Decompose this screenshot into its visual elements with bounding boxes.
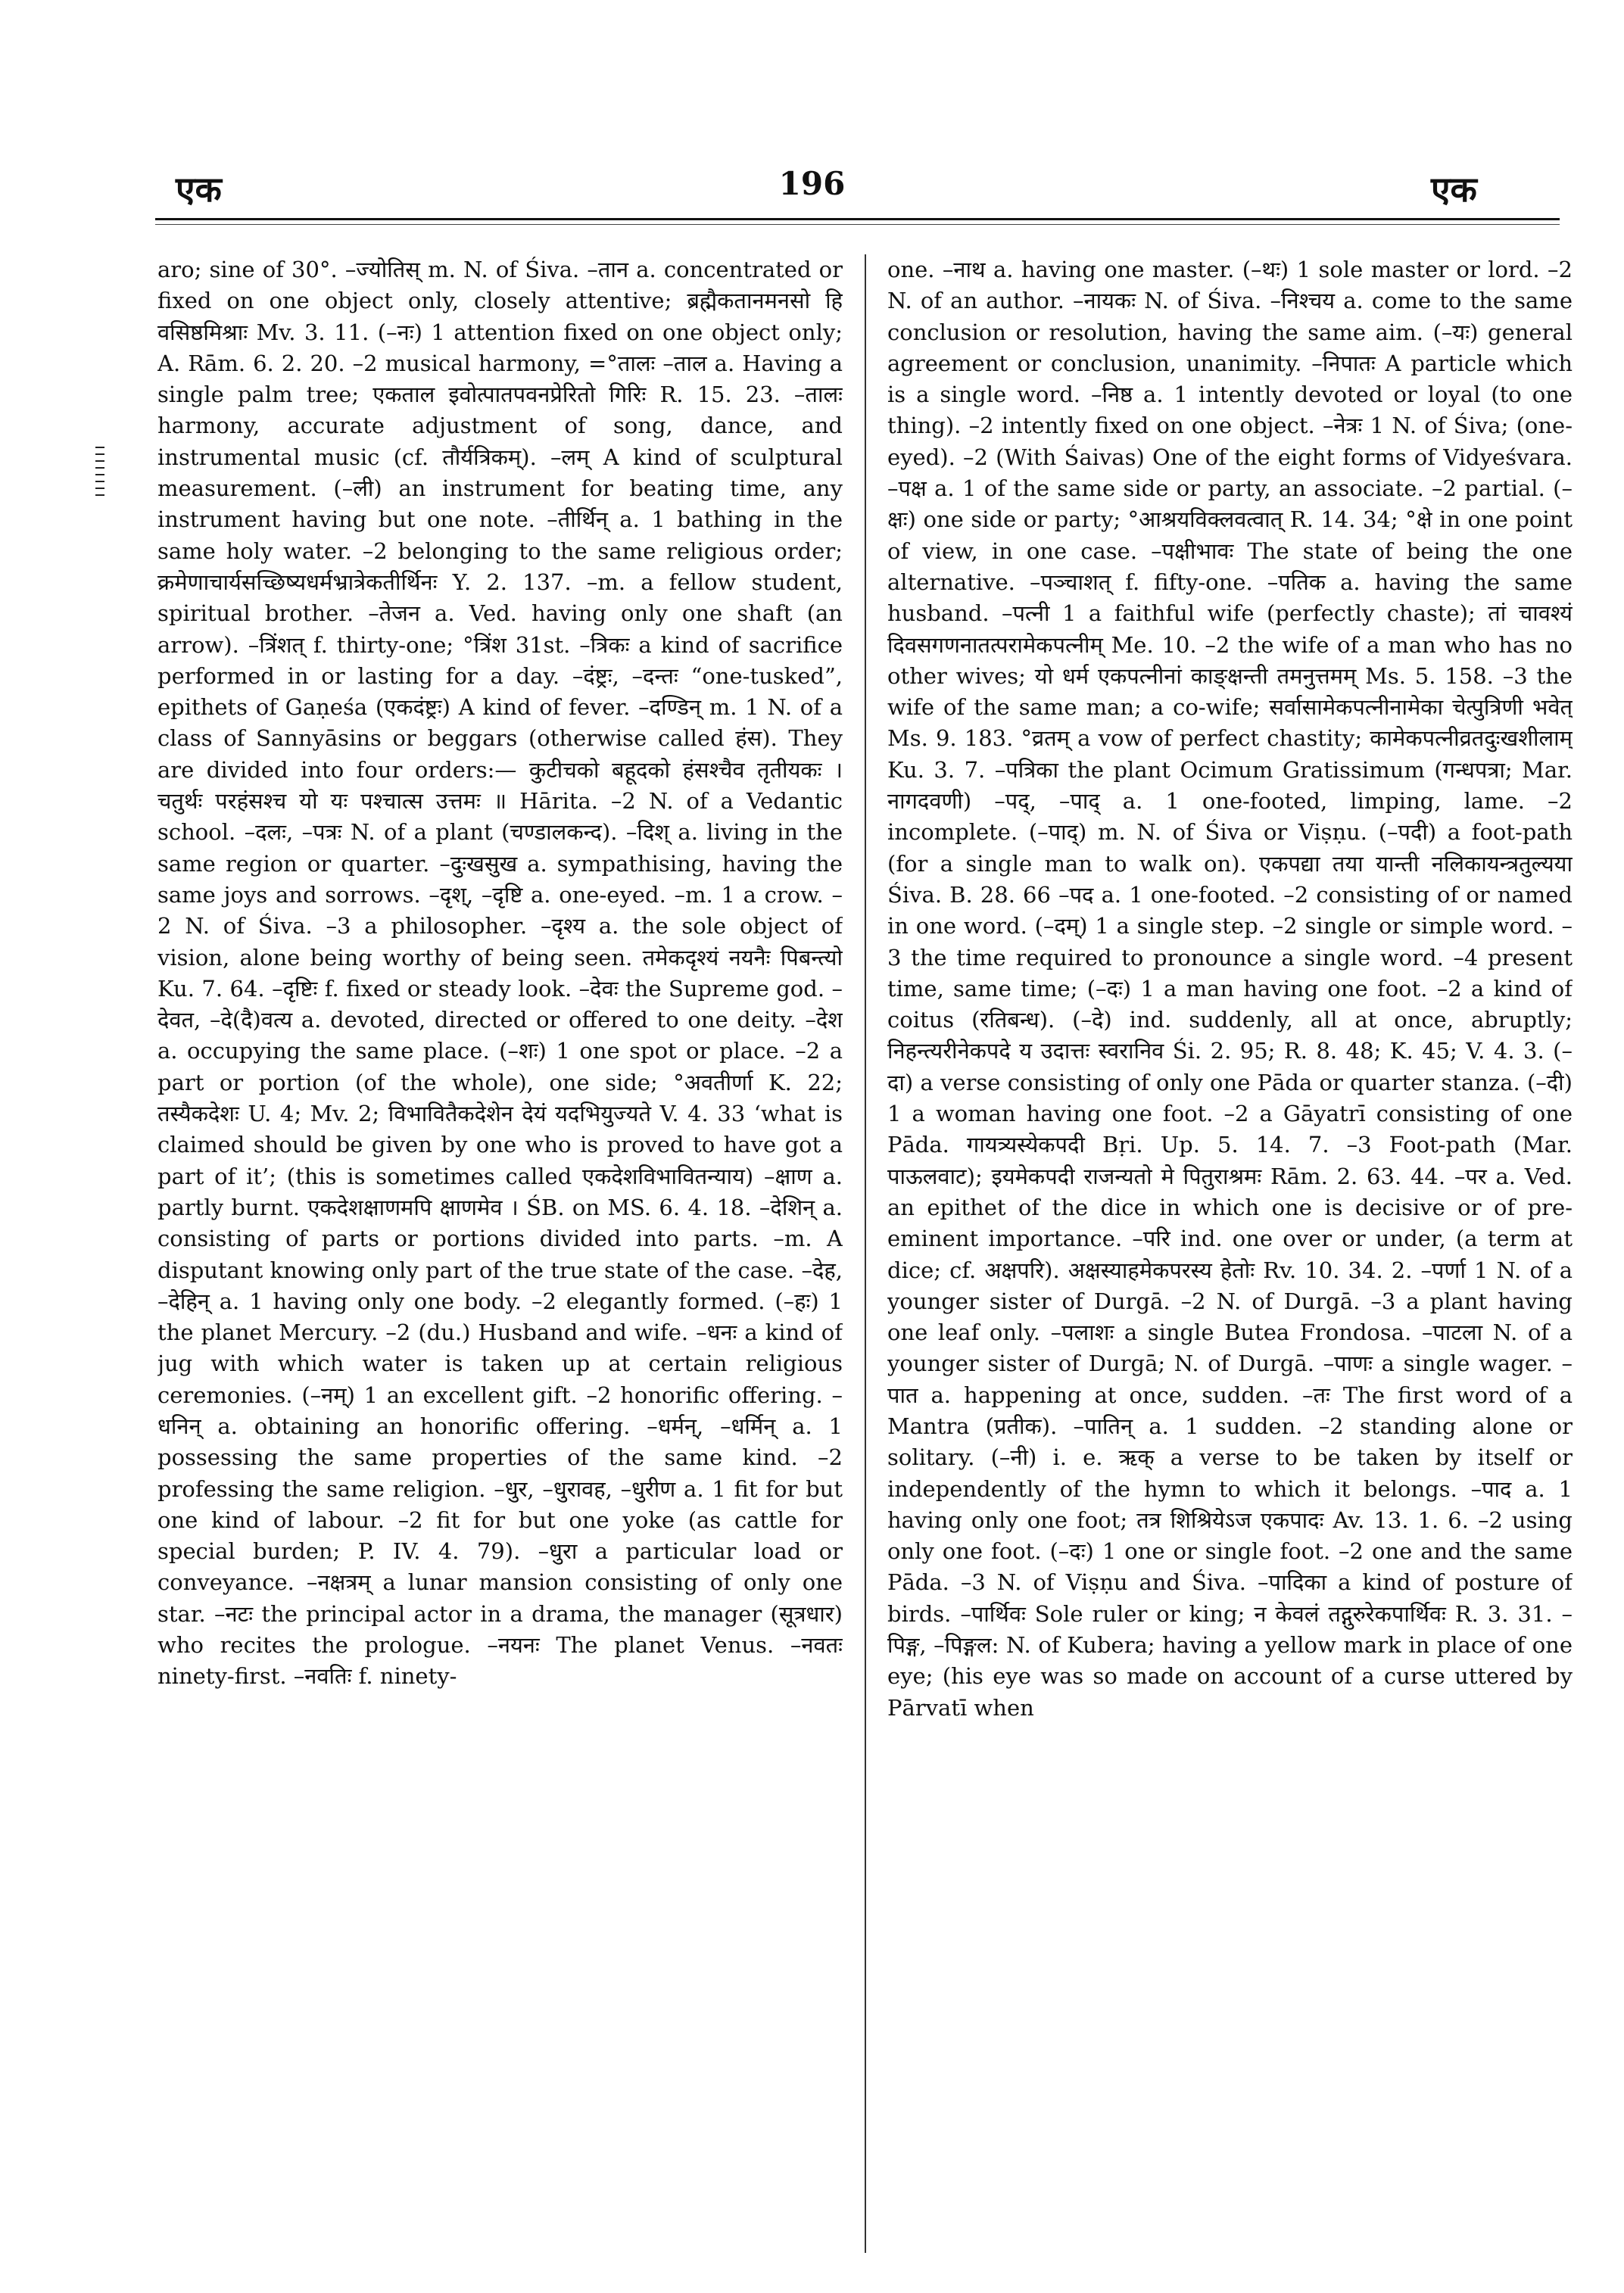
right-column xyxy=(887,254,1573,2268)
header-rule xyxy=(155,218,1560,220)
left-column-text: aro; sine of 30°. –ज्योतिस् m. N. of Śiva. –तान a. concentrated or fixed on one object only, closely attentive; ब्रह्मैकतानमनसो हि वसिष्ठमिश्राः Mv. 3. 11. (–नः) 1 attention fixed on one object only; A. Rām. 6. 2. 20. –2 musical harmony, =°तालः –ताल a. Having a single palm tree; एकताल इवोत्पातपवनप्रेरितो गिरिः R. 15. 23. –तालः harmony, accurate adjustment of song, dance, and instrumental music (cf. तौर्यत्रिकम्). –लम् A kind of sculptural measurement. (–ली) an instrument for beating time, any instrument having but one note. –तीर्थिन् a. 1 bathing in the same holy water. –2 belonging to the same religious order; क्रमेणाचार्यसच्छिष्यधर्मभ्रात्रेकतीर्थिनः Y. 2. 137. –m. a fellow student, spiritual brother. –तेजन a. Ved. having only one shaft (an arrow). –त्रिंशत् f. thirty-one; °त्रिंश 31st. –त्रिकः a kind of sacrifice performed in or lasting for a day. –दंष्ट्रः, –दन्तः “one-tusked”, epithets of Gaṇeśa (एकदंष्ट्रः) A kind of fever. –दण्डिन् m. 1 N. of a class of Sannyāsins or beggars (otherwise called हंस). They are divided into four orders:— कुटीचको बहूदको हंसश्चैव तृतीयकः । चतुर्थः परहंसश्च यो यः पश्चात्स उत्तमः ॥ Hārita. –2 N. of a Vedantic school. –दलः, –पत्रः N. of a plant (चण्डालकन्द). –दिश् a. living in the same region or quarter. –दुःखसुख a. sympathising, having the same joys and sorrows. –दृश्, –दृष्टि a. one-eyed. –m. 1 a crow. –2 N. of Śiva. –3 a philosopher. –दृश्य a. the sole object of vision, alone being worthy of being seen. तमेकदृश्यं नयनैः पिबन्त्यो Ku. 7. 64. –दृष्टिः f. fixed or steady look. –देवः the Supreme god. –देवत, –दे(दै)वत्य a. devoted, directed or offered to one deity. –देश a. occupying the same place. (–शः) 1 one spot or place. –2 a part or portion (of the whole), one side; °अवतीर्णा K. 22; तस्यैकदेशः U. 4; Mv. 2; विभावितैकदेशेन देयं यदभियुज्यते V. 4. 33 ‘what is claimed should be given by one who is proved to have got a part of it’; (this is sometimes called एकदेशविभावितन्याय) –क्षाण a. partly burnt. एकदेशक्षाणमपि क्षाणमेव । ŚB. on MS. 6. 4. 18. –देशिन् a. consisting of parts or portions divided into parts. –m. A disputant knowing only part of the true state of the case. –देह, –देहिन् a. 1 having only one body. –2 elegantly formed. (–हः) 1 the planet Mercury. –2 (du.) Husband and wife. –धनः a kind of jug with which water is taken up at certain religious ceremonies. (–नम्) 1 an excellent gift. –2 honorific offering. –धनिन् a. obtaining an honorific offering. –धर्मन्, –धर्मिन् a. 1 possessing the same properties of the same kind. –2 professing the same religion. –धुर, –धुरावह, –धुरीण a. 1 fit for but one kind of labour. –2 fit for but one yoke (as cattle for special burden; P. IV. 4. 79). –धुरा a particular load or conveyance. –नक्षत्रम् a lunar mansion consisting of only one star. –नटः the principal actor in a drama, the manager (सूत्रधार) who recites the prologue. –नयनः The planet Venus. –नवतः ninety-first. –नवतिः f. ninety- xyxy=(157,257,843,1690)
page-number: 196 xyxy=(778,165,846,202)
header-right-word: एक xyxy=(1431,169,1477,210)
column-divider xyxy=(865,254,866,2253)
header-rule-thin xyxy=(155,224,1560,225)
header-left-word: एक xyxy=(176,169,222,210)
left-column xyxy=(157,254,843,2268)
margin-mark xyxy=(95,447,104,497)
right-column-text: one. –नाथ a. having one master. (–थः) 1 sole master or lord. –2 N. of an author. –नायकः N. of Śiva. –निश्चय a. come to the same conclusion or resolution, having the same aim. (–यः) general agreement or conclusion, unanimity. –निपातः A particle which is a single word. –निष्ठ a. 1 intently devoted or loyal (to one thing). –2 intently fixed on one object. –नेत्रः 1 N. of Śiva; (one-eyed). –2 (With Śaivas) One of the eight forms of Vidyeśvara. –पक्ष a. 1 of the same side or party, an associate. –2 partial. (–क्षः) one side or party; °आश्रयविक्लवत्वात् R. 14. 34; °क्षे in one point of view, in one case. –पक्षीभावः The state of being the one alternative. –पञ्चाशत् f. fifty-one. –पतिक a. having the same husband. –पत्नी 1 a faithful wife (perfectly chaste); तां चावश्यं दिवसगणनातत्परामेकपत्नीम् Me. 10. –2 the wife of a man who has no other wives; यो धर्म एकपत्नीनां काङ्क्षन्ती तमनुत्तमम् Ms. 5. 158. –3 the wife of the same man; a co-wife; सर्वासामेकपत्नीनामेका चेत्पुत्रिणी भवेत् Ms. 9. 183. °व्रतम् a vow of perfect chastity; कामेकपत्नीव्रतदुःखशीलाम् Ku. 3. 7. –पत्रिका the plant Ocimum Gratissimum (गन्धपत्रा; Mar. नागदवणी) –पद्, –पाद् a. 1 one-footed, limping, lame. –2 incomplete. (–पाद्) m. N. of Śiva or Viṣṇu. (–पदी) a foot-path (for a single man to walk on). एकपद्या तया यान्ती नलिकायन्त्रतुल्यया Śiva. B. 28. 66 –पद a. 1 one-footed. –2 consisting of or named in one word. (–दम्) 1 a single step. –2 single or simple word. –3 the time required to pronounce a single word. –4 present time, same time; (–दः) 1 a man having one foot. –2 a kind of coitus (रतिबन्ध). (–दे) ind. suddenly, all at once, abruptly; निहन्त्यरीनेकपदे य उदात्तः स्वरानिव Śi. 2. 95; R. 8. 48; K. 45; V. 4. 3. (–दा) a verse consisting of only one Pāda or quarter stanza. (–दी) 1 a woman having one foot. –2 a Gāyatrī consisting of one Pāda. गायत्र्यस्येकपदी Bṛi. Up. 5. 14. 7. –3 Foot-path (Mar. पाऊलवाट); इयमेकपदी राजन्यतो मे पितुराश्रमः Rām. 2. 63. 44. –पर a. Ved. an epithet of the dice in which one is decisive or of pre-eminent importance. –परि ind. one over or under, (a term at dice; cf. अक्षपरि). अक्षस्याहमेकपरस्य हेतोः Rv. 10. 34. 2. –पर्णा 1 N. of a younger sister of Durgā. –2 N. of Durgā. –3 a plant having one leaf only. –पलाशः a single Butea Frondosa. –पाटला N. of a younger sister of Durgā; N. of Durgā. –पाणः a single wager. –पात a. happening at once, sudden. –तः The first word of a Mantra (प्रतीक). –पातिन् a. 1 sudden. –2 standing alone or solitary. (–नी) i. e. ऋक् a verse to be taken by itself or independently of the hymn to which it belongs. –पाद a. 1 having only one foot; तत्र शिश्रियेऽज एकपादः Av. 13. 1. 6. –2 using only one foot. (–दः) 1 one or single foot. –2 one and the same Pāda. –3 N. of Viṣṇu and Śiva. –पादिका a kind of posture of birds. –पार्थिवः Sole ruler or king; न केवलं तद्गुरुरेकपार्थिवः R. 3. 31. –पिङ्ग, –पिङ्गल: N. of Kubera; having a yellow mark in place of one eye; (his eye was so made on account of a curse uttered by Pārvatī when xyxy=(887,257,1573,1721)
